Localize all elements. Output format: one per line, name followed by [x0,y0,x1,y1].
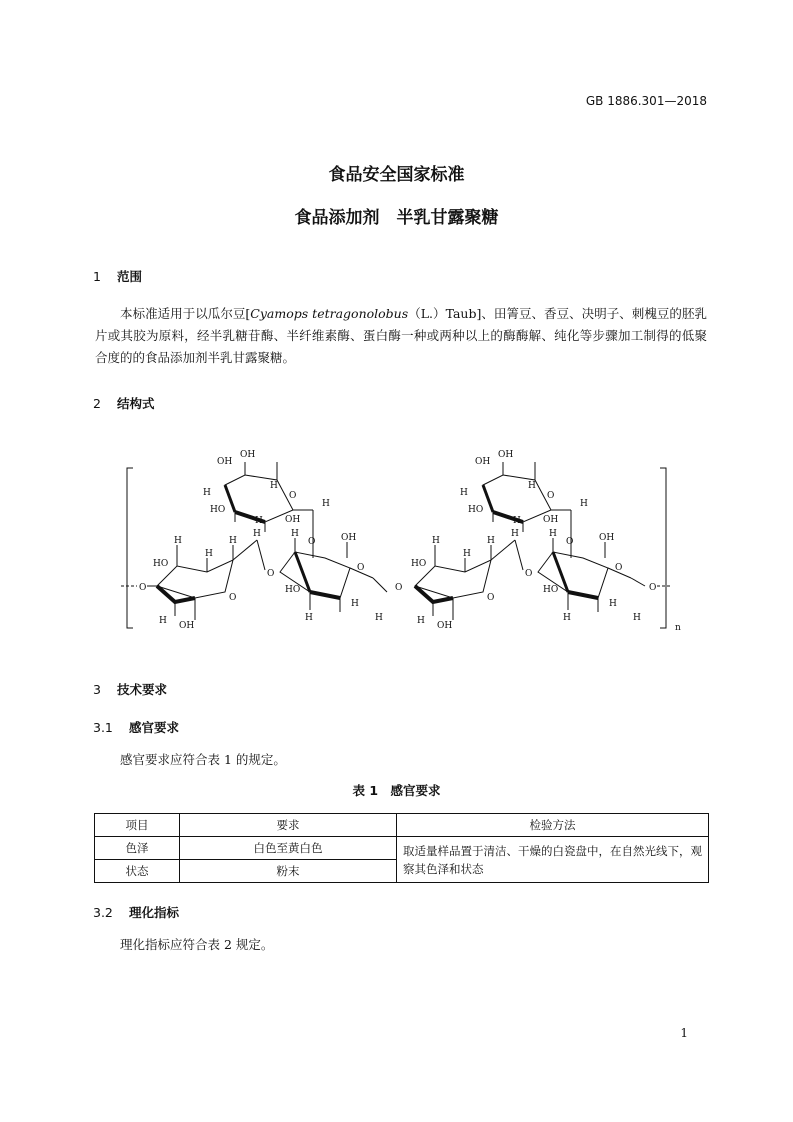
atom-label: OH [217,457,233,467]
cell-method: 取适量样品置于清洁、干燥的白瓷盘中，在自然光线下，观察其色泽和状态 [397,837,709,883]
bond [157,560,233,598]
atom-label: OH [285,515,301,525]
atom-label: HO [543,585,559,595]
atom-label: O [267,569,275,579]
section-title: 结构式 [117,396,155,411]
atom-label: O [547,491,555,501]
bond [483,485,493,512]
latin-name: Cyamops tetragonolobus [250,306,409,321]
atom-label: H [633,613,641,623]
atom-label: H [580,499,588,509]
mannose-ring-d [538,538,645,612]
bond [225,485,235,512]
atom-label: HO [210,505,226,515]
document-subtitle: 食品添加剂 半乳甘露聚糖 [294,208,499,228]
cell-requirement: 粉末 [180,860,397,883]
table-1-caption: 表 1 感官要求 [352,783,441,798]
atom-label: H [563,613,571,623]
atom-label: H [549,529,557,539]
atom-label: O [525,569,533,579]
atom-label: OH [599,533,615,543]
bond [415,560,491,598]
section-3-2-heading [93,903,179,921]
atom-label: HO [411,559,427,569]
atom-label: O [308,537,316,547]
section-title: 感官要求 [129,720,180,735]
atom-label: O [139,583,147,593]
atom-label: HO [285,585,301,595]
document-title: 食品安全国家标准 [328,165,465,185]
atom-label: H [174,536,182,546]
atom-label: OH [179,621,195,631]
atom-label: OH [543,515,559,525]
atom-label: H [291,529,299,539]
atom-label: H [432,536,440,546]
section-3-1-text: 感官要求应符合表 1 的规定。 [120,752,286,767]
section-number: 3 [93,682,101,697]
bond [568,592,598,598]
standard-code: GB 1886.301—2018 [585,94,707,108]
column-header-item: 项目 [95,814,180,837]
bond [373,578,387,592]
cell-requirement: 白色至黄白色 [180,837,397,860]
atom-label: H [511,529,519,539]
atom-label: H [375,613,383,623]
section-number: 3.2 [93,905,113,920]
atom-label: OH [475,457,491,467]
table-row [95,837,709,860]
galactose-ring-1 [225,462,313,538]
section-title: 范围 [117,269,143,284]
cell-item: 色泽 [95,837,180,860]
atom-label: H [463,549,471,559]
atom-label: H [159,616,167,626]
page-number: 1 [680,1026,688,1040]
section-1-paragraph [95,303,707,369]
section-3-1-heading [93,718,179,736]
mannose-ring-b [280,538,387,612]
section-number: 3.1 [93,720,113,735]
bond [310,592,340,598]
left-bracket [127,468,133,628]
section-2-heading [93,394,155,412]
section-title: 理化指标 [129,905,180,920]
atom-label: HO [468,505,484,515]
bond [157,586,195,602]
atom-label: H [351,599,359,609]
scope-text-pre: 本标准适用于以瓜尔豆[ [120,306,251,321]
atom-label: H [203,488,211,498]
column-header-method: 检验方法 [397,814,709,837]
section-number: 2 [93,396,101,411]
cell-item: 状态 [95,860,180,883]
atom-label: H [305,613,313,623]
table-1 [94,813,709,883]
section-1-heading [93,267,142,285]
atom-label: H [270,481,278,491]
atom-label: O [395,583,403,593]
bond [415,586,453,602]
subscript-n: n [675,623,681,633]
atom-label: O [289,491,297,501]
atom-label: OH [341,533,357,543]
scope-text-post: （L.）Taub]、田箐豆、香豆、决明子、刺槐豆的胚乳片或其胶为原料，经半乳糖苷酶、半纤维素酶、蛋白酶一种或两种以上的酶酶解、纯化等步骤加工制得的低聚合度的的食品添加剂半乳甘露聚糖。 [95,306,707,365]
section-number: 1 [93,269,101,284]
atom-label: H [460,488,468,498]
atom-label: H [322,499,330,509]
right-bracket [660,468,666,628]
atom-label: OH [240,450,256,460]
atom-label: O [615,563,623,573]
galactose-ring-2 [483,462,571,538]
atom-label: H [253,529,261,539]
atom-label: H [417,616,425,626]
section-3-heading [93,680,167,698]
atom-label: O [357,563,365,573]
structural-formula [115,440,685,640]
atom-label: O [649,583,657,593]
atom-label: H [205,549,213,559]
bond [257,540,265,570]
atom-label: OH [498,450,514,460]
atom-label: H [609,599,617,609]
atom-label: H [487,536,495,546]
table-header-row [95,814,709,837]
section-3-2-text: 理化指标应符合表 2 规定。 [120,937,274,952]
atom-label: O [229,593,237,603]
section-title: 技术要求 [117,682,168,697]
atom-label: O [566,537,574,547]
atom-label: H [229,536,237,546]
atom-label: HO [153,559,169,569]
atom-label: H [513,516,521,526]
atom-label: OH [437,621,453,631]
atom-label: O [487,593,495,603]
atom-label: H [255,516,263,526]
atom-label: H [528,481,536,491]
bond [631,578,645,586]
column-header-requirement: 要求 [180,814,397,837]
bond [515,540,523,570]
